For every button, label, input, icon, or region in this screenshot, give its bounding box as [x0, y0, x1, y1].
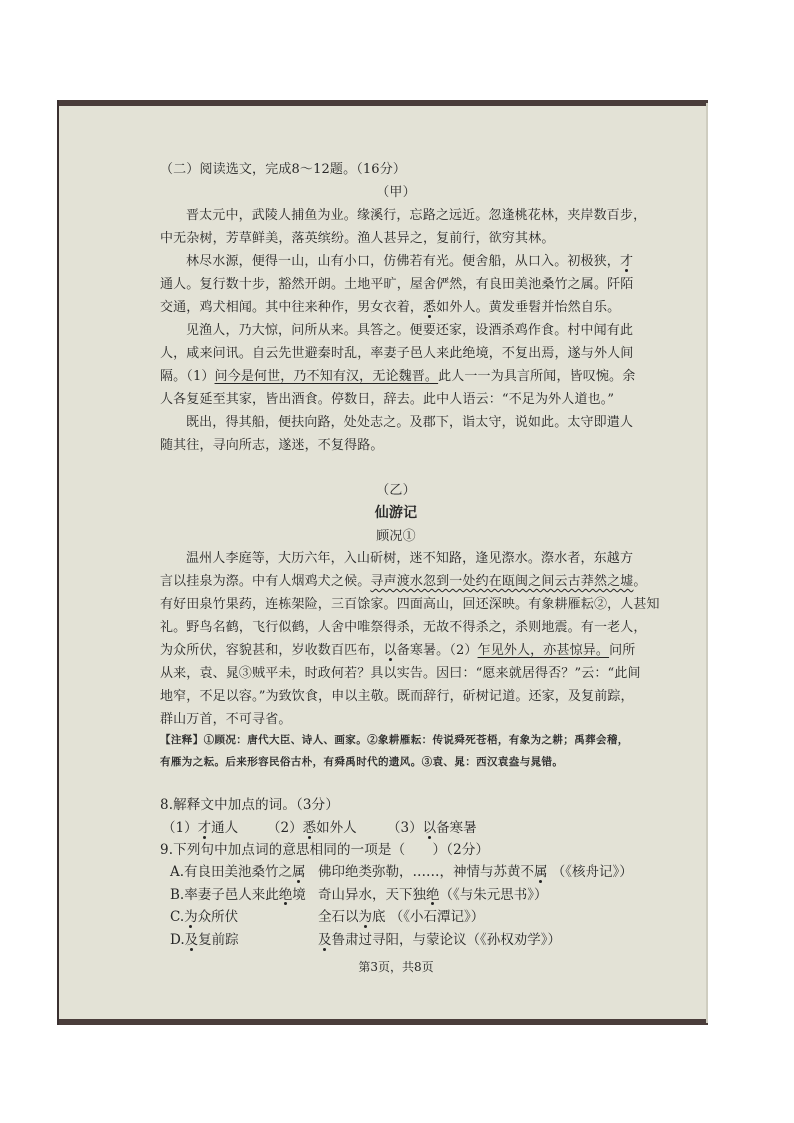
- text-segment: （3）: [387, 820, 423, 836]
- option-comparison-sentence: [318, 884, 548, 907]
- text-line: [160, 342, 646, 365]
- underlined-sentence: 问今是何世，乃不知有汉，无论魏晋。: [214, 369, 439, 384]
- passage-label-jia: （甲）: [376, 185, 416, 200]
- text-segment: 隔。（1）: [160, 369, 215, 384]
- emphasis-dot-char: 及: [318, 929, 332, 952]
- text-segment: 温州人李庭等，大历六年，入山斫树，迷不知路，逢见漈水。漈水者，东越方: [186, 551, 634, 566]
- page-number: 第3页，共8页: [358, 960, 434, 974]
- question-9-options: [170, 861, 640, 952]
- emphasis-dot-char: 才: [620, 250, 633, 273]
- wavy-underlined-sentence: 寻声渡水忽到一处约在瓯闽之间云古莽然之墟: [370, 574, 634, 589]
- passage-yi-author: 顾况①: [376, 529, 416, 544]
- scan-bottom-edge: [58, 1019, 708, 1025]
- text-segment: （《核舟记》）: [547, 864, 633, 880]
- option-sentence: [170, 906, 238, 929]
- text-segment: C.: [170, 909, 185, 926]
- text-segment: 随其往，寻向所志，遂迷，不复得路。: [160, 438, 384, 453]
- question-9-option: [170, 906, 640, 929]
- text-segment: 备寒暑。（2）: [396, 643, 478, 658]
- question-9-option: [170, 861, 640, 884]
- text-line: [160, 273, 646, 296]
- text-segment: 言以挂泉为漈。中有人烟鸡犬之候。: [160, 574, 371, 589]
- text-segment: 有好田泉竹果药，连栋架险，三百馀家。四面高山，回还深映。有象耕雁耘②，人甚知: [160, 597, 660, 612]
- annotation-line: 【注释】①顾况：唐代大臣、诗人、画家。②象耕雁耘：传说舜死苍梧，有象为之耕；禹葬会稽，: [160, 734, 629, 746]
- emphasis-dot-char: 以: [423, 817, 437, 840]
- text-segment: 地窄，不足以容。”为致饮食，申以主敬。既而辞行，斫树记道。还家，及复前踪，: [160, 689, 634, 704]
- annotation-line: 有雁为之耘。后来形容民俗古朴，有舜禹时代的遗风。③袁、晁：西汉袁盎与晁错。: [160, 756, 564, 768]
- text-segment: 备寒暑: [436, 820, 477, 836]
- text-segment: （《与朱元思书》）: [439, 886, 548, 903]
- option-sentence: [170, 929, 239, 952]
- question-9-prompt: 9.下列句中加点词的意思相同的一项是（ ）（2分）: [160, 842, 490, 858]
- question-8-items: [162, 817, 622, 840]
- text-segment: 复前踪: [198, 932, 239, 949]
- option-comparison-sentence: [318, 906, 484, 929]
- text-segment: 既出，得其船，便扶向路，处处志之。及郡下，诣太守，说如此。太守即遣人: [186, 415, 634, 430]
- text-line: [160, 547, 660, 570]
- text-line: [160, 616, 660, 639]
- text-line: [160, 708, 660, 731]
- text-segment: 问所: [609, 643, 636, 658]
- text-line: [160, 388, 646, 411]
- emphasis-dot-char: 悉: [423, 296, 436, 319]
- question-8-prompt: 8.解释文中加点的词。（3分）: [160, 797, 339, 813]
- passage-label-yi: （乙）: [376, 483, 416, 498]
- emphasis-dot-char: 绝: [279, 884, 293, 907]
- text-segment: 众所伏: [197, 909, 239, 926]
- question-8-item: [267, 817, 357, 840]
- text-segment: （1）: [162, 820, 198, 836]
- text-segment: 此人一一为具言所闻，皆叹惋。余: [438, 369, 636, 384]
- text-segment: 底 （《小石潭记》）: [372, 909, 485, 926]
- text-line: [160, 250, 646, 273]
- text-segment: 林尽水源，便得一山，山有小口，仿佛若有光。便舍船，从口入。初极狭，: [186, 254, 620, 269]
- text-line: [160, 685, 660, 708]
- text-segment: 佛印绝类弥勒，……，神情与苏黄不: [318, 864, 534, 880]
- passage-jia-body: [160, 204, 646, 457]
- text-segment: 交通，鸡犬相闻。其中往来种作，男女衣着，: [160, 300, 424, 315]
- text-segment: 鲁肃过寻阳，与蒙论议（《孙权劝学》）: [331, 932, 561, 949]
- text-line: [160, 662, 660, 685]
- text-segment: 人，咸来问讯。自云先世避秦时乱，率妻子邑人来此绝境，不复出焉，遂与外人间: [160, 346, 634, 361]
- text-segment: 中无杂树，芳草鲜美，落英缤纷。渔人甚异之，复前行，欲穷其林。: [160, 231, 555, 246]
- question-8-item: [387, 817, 477, 840]
- emphasis-dot-char: 及: [185, 929, 199, 952]
- passage-yi-title: 仙游记: [374, 505, 418, 521]
- text-segment: 如外人: [316, 820, 357, 836]
- emphasis-dot-char: 绝: [426, 884, 440, 907]
- question-9-option: [170, 884, 640, 907]
- emphasis-dot-char: 悉: [303, 817, 317, 840]
- text-segment: A.有良田美池桑竹之: [170, 864, 293, 880]
- text-segment: 晋太元中，武陵人捕鱼为业。缘溪行，忘路之远近。忽逢桃花林，夹岸数百步，: [186, 208, 647, 223]
- emphasis-dot-char: 才: [198, 817, 212, 840]
- text-line: [160, 227, 646, 250]
- text-line: [160, 434, 646, 457]
- annotation-notes: [160, 729, 629, 773]
- text-segment: （2）: [267, 820, 303, 836]
- text-segment: 见渔人，乃大惊，问所从来。具答之。便要还家，设酒杀鸡作食。村中闻有此: [186, 323, 634, 338]
- section-heading: （二）阅读选文，完成8～12题。（16分）: [160, 162, 407, 177]
- text-line: [160, 593, 660, 616]
- emphasis-dot-char: 属: [534, 861, 548, 884]
- text-line: [160, 570, 660, 593]
- emphasis-dot-char: 为: [184, 906, 198, 929]
- question-8-item: [162, 817, 238, 840]
- text-line: [160, 365, 646, 388]
- text-segment: 奇山异水，天下独: [318, 886, 426, 903]
- text-segment: D.: [170, 932, 185, 949]
- emphasis-dot-char: 属: [292, 861, 306, 884]
- passage-yi-body: [160, 547, 660, 731]
- text-segment: 人各复延至其家，皆出酒食。停数日，辞去。此中人语云：“不足为外人道也。”: [160, 392, 615, 407]
- scan-top-edge: [58, 100, 708, 106]
- emphasis-dot-char: 以: [384, 639, 397, 662]
- text-line: [160, 411, 646, 434]
- text-line: [160, 204, 646, 227]
- text-segment: 通人。复行数十步，豁然开朗。土地平旷，屋舍俨然，有良田美池桑竹之属。阡陌: [160, 277, 634, 292]
- text-segment: 如外人。黄发垂髫并怡然自乐。: [436, 300, 621, 315]
- option-sentence: [170, 861, 306, 884]
- text-line: [160, 296, 646, 319]
- text-line: [160, 319, 646, 342]
- option-sentence: [170, 884, 306, 907]
- text-segment: 。: [633, 574, 647, 589]
- text-segment: 群山万首，不可寻省。: [160, 712, 292, 727]
- scan-right-edge: [706, 103, 708, 1023]
- option-comparison-sentence: [318, 861, 633, 884]
- text-segment: 从来，袁、晁③贼平未，时政何若？具以实告。因曰：“愿来就居得否？”云：“此间: [160, 666, 641, 681]
- emphasis-dot-char: 为: [359, 906, 373, 929]
- text-segment: 境: [292, 886, 306, 903]
- text-segment: 礼。野鸟名鹤，飞行似鹤，人舍中唯祭得杀，无故不得杀之，杀则地震。有一老人，: [160, 620, 647, 635]
- option-comparison-sentence: [318, 929, 561, 952]
- question-9-option: [170, 929, 640, 952]
- text-segment: 全石以: [318, 909, 359, 926]
- text-segment: 为众所伏，容貌甚和，岁收数百匹布，: [160, 643, 384, 658]
- scan-left-edge: [57, 100, 59, 1025]
- text-segment: 通人: [211, 820, 239, 836]
- underlined-sentence: 乍见外人，亦甚惊异。: [477, 643, 610, 658]
- text-line: [160, 639, 660, 662]
- text-segment: B.率妻子邑人来此: [170, 886, 279, 903]
